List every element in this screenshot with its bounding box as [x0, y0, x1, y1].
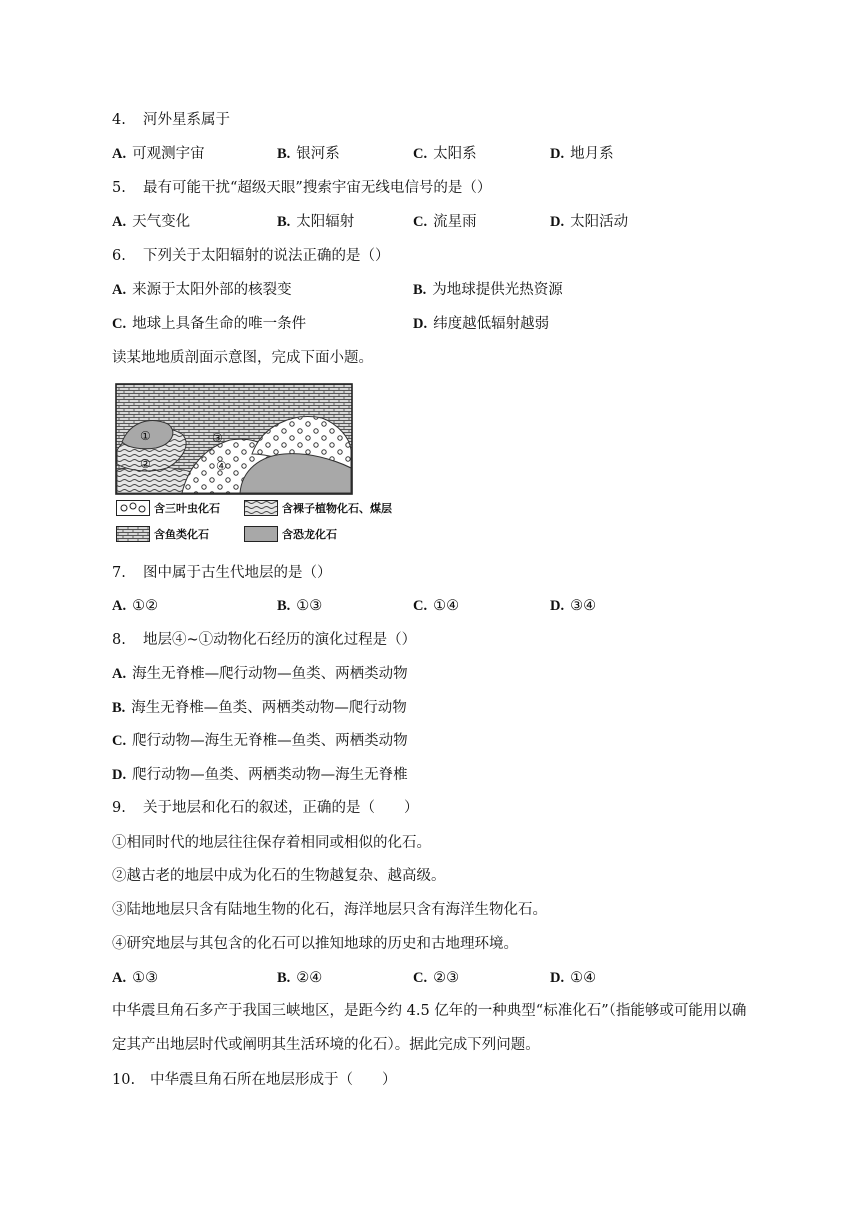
question-text: 下列关于太阳辐射的说法正确的是（） — [143, 248, 390, 264]
legend-fish: 含鱼类化石 — [116, 526, 209, 542]
options-q5 — [112, 212, 732, 232]
option-a[interactable]: A. 来源于太阳外部的核裂变 — [112, 282, 292, 298]
options-q9 — [112, 968, 732, 988]
statement-1: ①相同时代的地层往往保存着相同或相似的化石。 — [112, 835, 431, 851]
question-number: 9. — [112, 800, 126, 816]
option-c[interactable]: C. 地球上具备生命的唯一条件 — [112, 316, 307, 332]
question-4 — [112, 110, 230, 130]
question-number: 6. — [112, 248, 126, 264]
legend-gymnosperm-coal: 含裸子植物化石、煤层 — [244, 500, 392, 516]
options-q6-row2 — [112, 314, 732, 334]
options-q6-row1 — [112, 280, 732, 300]
circles-pattern-icon — [116, 500, 150, 516]
question-number: 10. — [112, 1072, 136, 1088]
option-a[interactable]: A. 可观测宇宙 — [112, 146, 205, 162]
option-a[interactable]: A. 海生无脊椎—爬行动物—鱼类、两栖类动物 — [112, 666, 408, 682]
statement-2: ②越古老的地层中成为化石的生物越复杂、越高级。 — [112, 868, 446, 884]
option-c[interactable]: C. 流星雨 — [413, 214, 477, 230]
geologic-cross-section-figure — [112, 378, 404, 550]
question-7 — [112, 563, 332, 583]
question-5 — [112, 178, 491, 198]
option-b[interactable]: B. 为地球提供光热资源 — [413, 282, 563, 298]
question-number: 5. — [112, 180, 126, 196]
question-text: 中华震旦角石所在地层形成于（ ） — [150, 1072, 397, 1088]
wave-pattern-icon — [244, 500, 278, 516]
question-text: 地层④~①动物化石经历的演化过程是（） — [143, 632, 417, 648]
layer-label-3: ③ — [212, 431, 223, 445]
option-c[interactable]: C. ②③ — [413, 970, 460, 986]
statement-4: ④研究地层与其包含的化石可以推知地球的历史和古地理环境。 — [112, 936, 518, 952]
legend-dinosaur: 含恐龙化石 — [244, 526, 337, 542]
question-6 — [112, 246, 390, 266]
option-b[interactable]: B. ②④ — [277, 970, 323, 986]
option-b[interactable]: B. 太阳辐射 — [277, 214, 355, 230]
option-d[interactable]: D. ①④ — [550, 970, 597, 986]
question-number: 4. — [112, 112, 126, 128]
reading-intro: 读某地地质剖面示意图，完成下面小题。 — [112, 350, 373, 366]
option-b[interactable]: B. 海生无脊椎—鱼类、两栖类动物—爬行动物 — [112, 700, 407, 716]
question-number: 8. — [112, 632, 126, 648]
option-b[interactable]: B. 银河系 — [277, 146, 340, 162]
option-a[interactable]: A. ①③ — [112, 970, 159, 986]
layer-label-4: ④ — [216, 459, 227, 473]
option-d[interactable]: D. 爬行动物—鱼类、两栖类动物—海生无脊椎 — [112, 767, 408, 783]
question-text: 关于地层和化石的叙述，正确的是（ ） — [143, 800, 419, 816]
option-d[interactable]: D. 地月系 — [550, 146, 614, 162]
option-d[interactable]: D. 太阳活动 — [550, 214, 629, 230]
option-d[interactable]: D. ③④ — [550, 598, 597, 614]
statement-3: ③陆地地层只含有陆地生物的化石，海洋地层只含有海洋生物化石。 — [112, 902, 547, 918]
options-q4 — [112, 144, 732, 164]
option-a[interactable]: A. 天气变化 — [112, 214, 191, 230]
legend-trilobite: 含三叶虫化石 — [116, 500, 220, 516]
question-number: 7. — [112, 565, 126, 581]
question-8 — [112, 630, 416, 650]
reading-intro-fossil: 中华震旦角石多产于我国三峡地区，是距今约 4.5 亿年的一种典型“标准化石”（指能够或可能用以确定其产出地层时代或阐明其生活环境的化石）。据此完成下列问题。 — [112, 1003, 747, 1053]
option-c[interactable]: C. 太阳系 — [413, 146, 477, 162]
option-b[interactable]: B. ①③ — [277, 598, 323, 614]
option-d[interactable]: D. 纬度越低辐射越弱 — [413, 316, 550, 332]
solid-gray-icon — [244, 526, 278, 542]
question-text: 图中属于古生代地层的是（） — [143, 565, 332, 581]
layer-label-1: ① — [140, 429, 151, 443]
question-text: 最有可能干扰“超级天眼”搜索宇宙无线电信号的是（） — [143, 180, 492, 196]
options-q7 — [112, 596, 732, 616]
option-c[interactable]: C. 爬行动物—海生无脊椎—鱼类、两栖类动物 — [112, 733, 408, 749]
cross-section-diagram — [112, 378, 404, 496]
option-c[interactable]: C. ①④ — [413, 598, 460, 614]
layer-label-2: ② — [140, 457, 151, 471]
brick-pattern-icon — [116, 526, 150, 542]
question-text: 河外星系属于 — [143, 112, 230, 128]
question-9 — [112, 798, 419, 818]
question-10 — [112, 1070, 397, 1090]
option-a[interactable]: A. ①② — [112, 598, 159, 614]
